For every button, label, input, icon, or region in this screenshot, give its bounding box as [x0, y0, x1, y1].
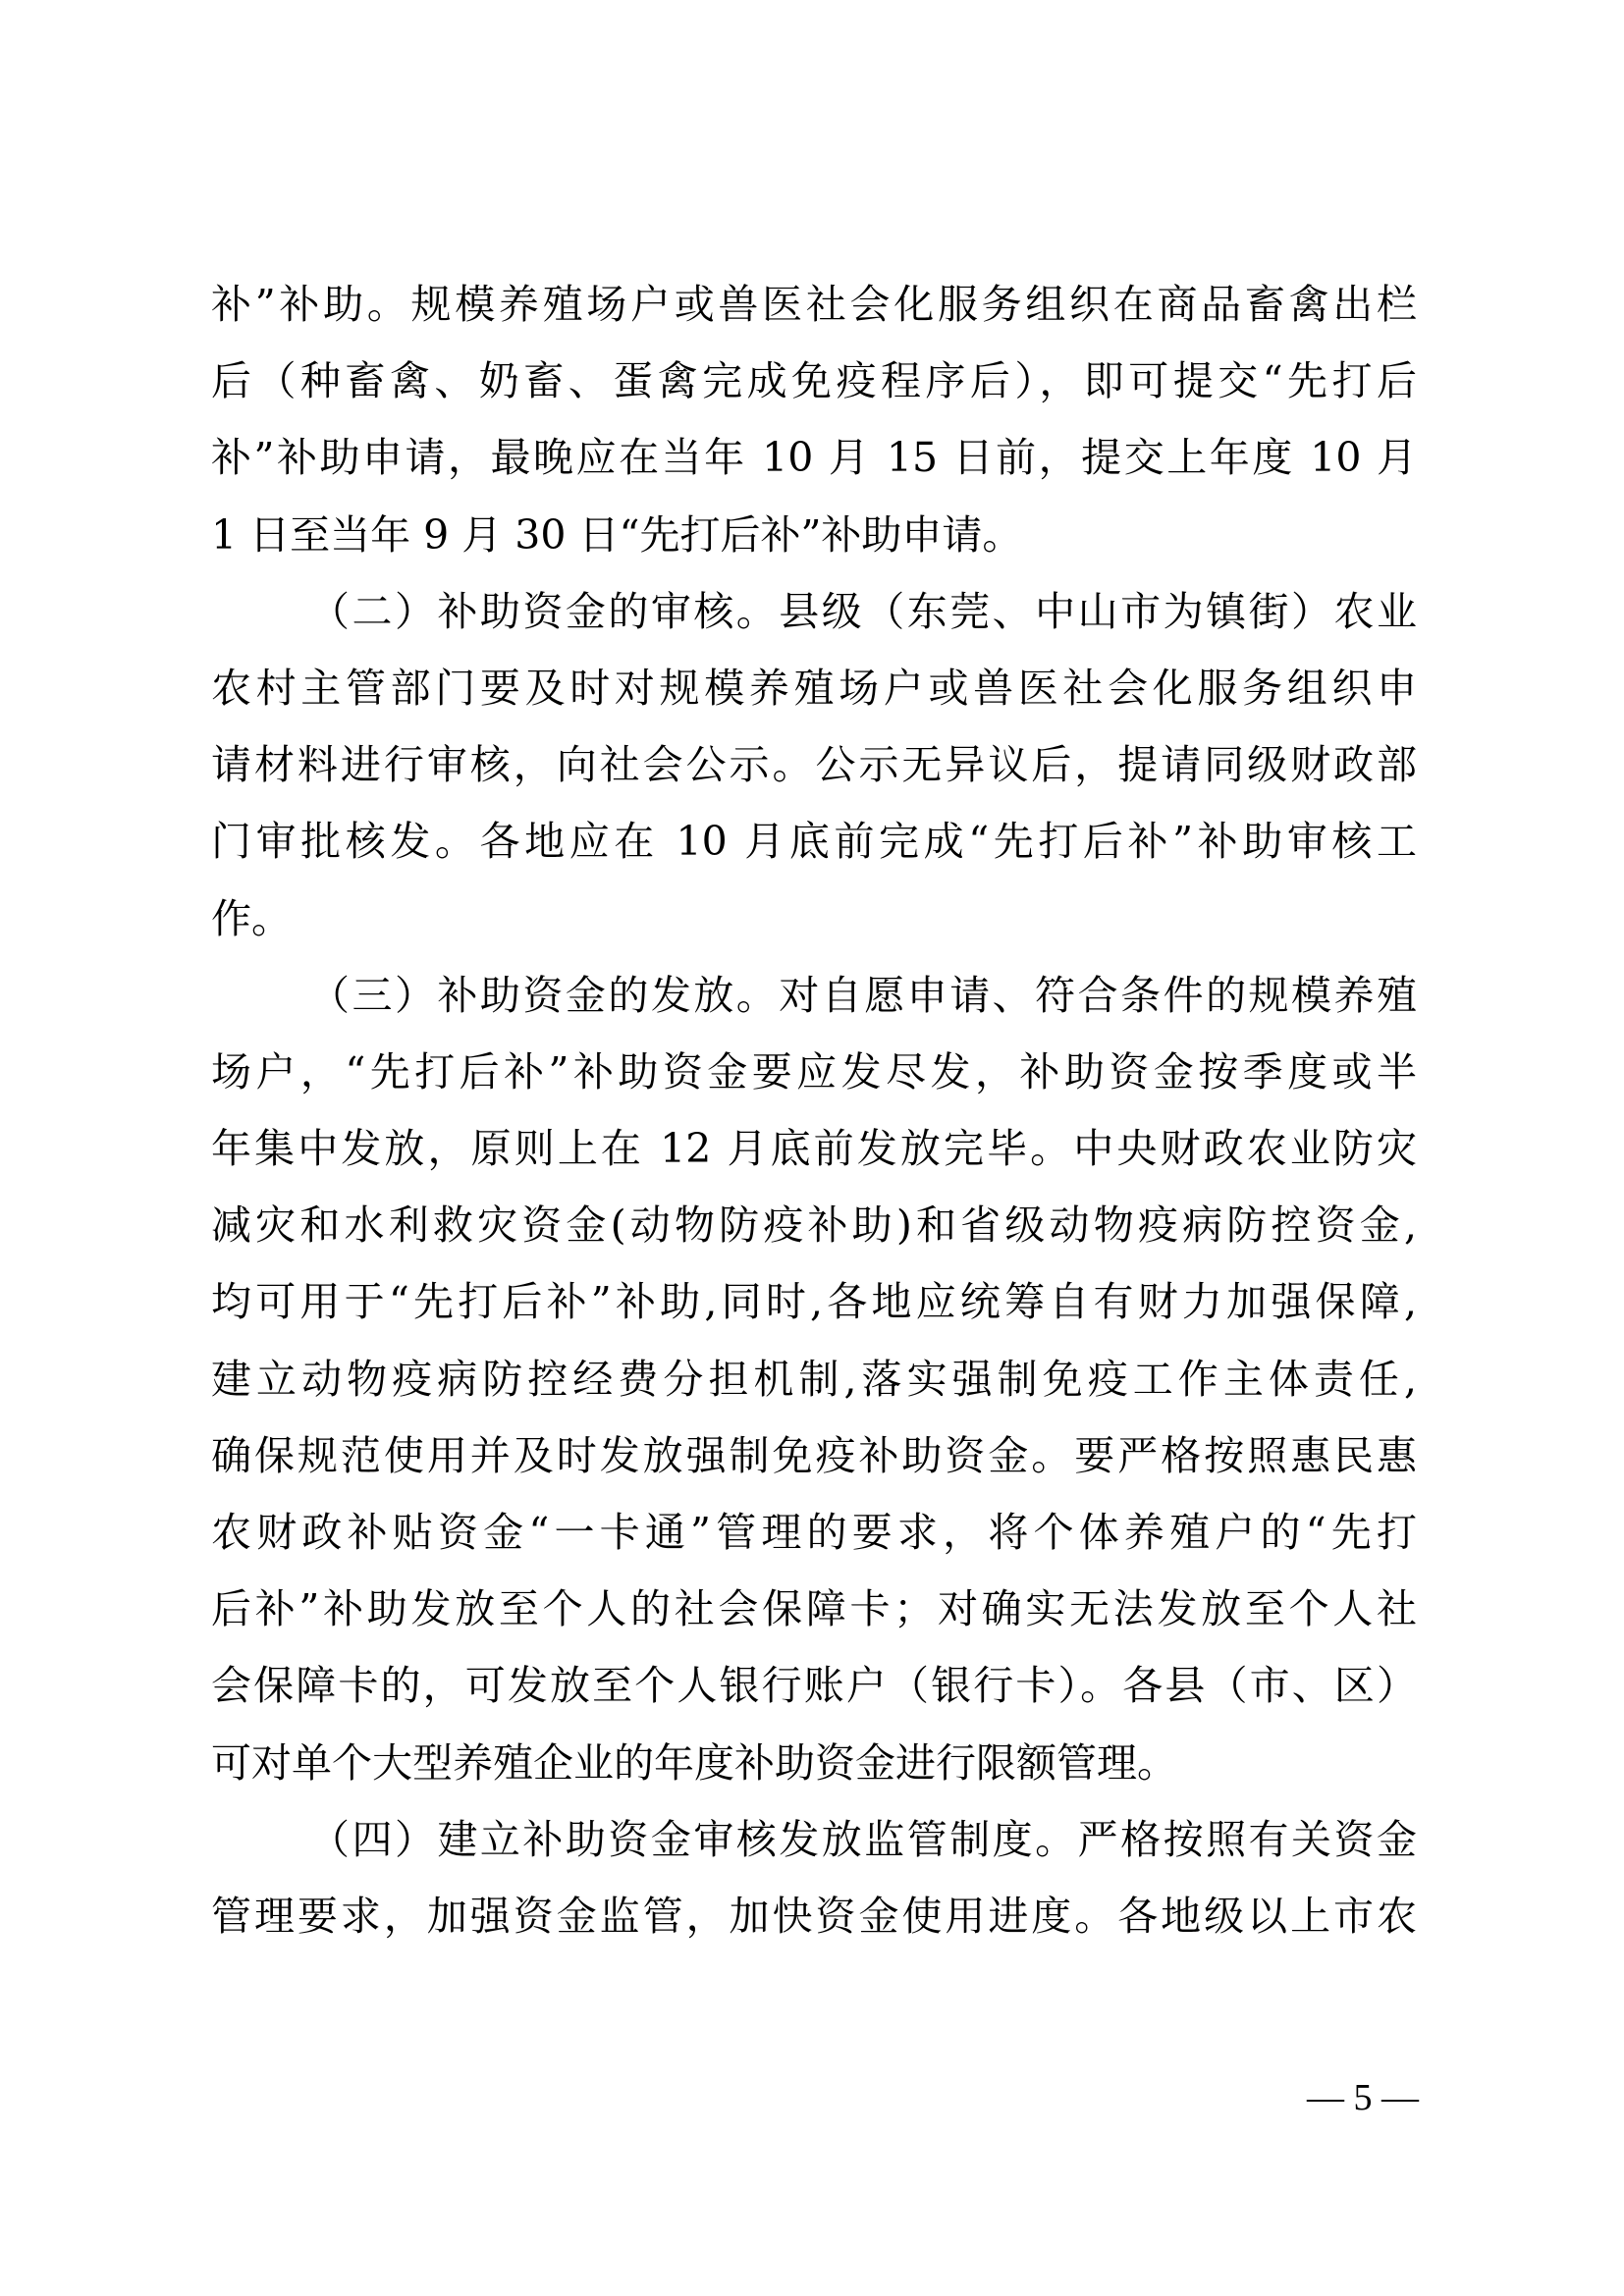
document-body [211, 273, 1417, 1961]
text-line: 农财政补贴资金“一卡通”管理的要求，将个体养殖户的“先打 [211, 1509, 1417, 1556]
text-line: 建立动物疫病防控经费分担机制,落实强制免疫工作主体责任, [211, 1355, 1417, 1403]
text-line: 后补”补助发放至个人的社会保障卡；对确实无法发放至个人社 [211, 1585, 1417, 1633]
text-line: 1 日至当年 9 月 30 日“先打后补”补助申请。 [211, 510, 1023, 559]
text-line: 管理要求，加强资金监管，加快资金使用进度。各地级以上市农 [211, 1892, 1417, 1940]
text-line: 年集中发放，原则上在 12 月底前发放完毕。中央财政农业防灾 [211, 1125, 1417, 1173]
paragraph-section-3-fund-disbursement [211, 964, 1417, 1808]
text-line: 农村主管部门要及时对规模养殖场户或兽医社会化服务组织申 [211, 664, 1417, 712]
section-heading-line: （二）补助资金的审核。县级（东莞、中山市为镇街）农业 [309, 587, 1417, 635]
section-heading-line: （四）建立补助资金审核发放监管制度。严格按照有关资金 [309, 1815, 1417, 1863]
paragraph-continuation [211, 273, 1417, 580]
page-number: — 5 — [1307, 2077, 1419, 2118]
text-line: 请材料进行审核，向社会公示。公示无异议后，提请同级财政部 [211, 741, 1417, 789]
text-line: 作。 [211, 894, 292, 942]
text-line: 场户，“先打后补”补助资金要应发尽发，补助资金按季度或半 [211, 1047, 1417, 1095]
text-line: 均可用于“先打后补”补助,同时,各地应统筹自有财力加强保障, [211, 1278, 1417, 1326]
text-line: 补”补助申请，最晚应在当年 10 月 15 日前，提交上年度 10 月 [211, 434, 1417, 482]
paragraph-section-2-fund-review [211, 580, 1417, 964]
text-line: 减灾和水利救灾资金(动物防疫补助)和省级动物疫病防控资金, [211, 1201, 1417, 1250]
section-heading-line: （三）补助资金的发放。对自愿申请、符合条件的规模养殖 [309, 971, 1417, 1019]
paragraph-section-4-supervision [211, 1808, 1417, 1961]
text-line: 确保规范使用并及时发放强制免疫补助资金。要严格按照惠民惠 [211, 1431, 1417, 1479]
text-line: 可对单个大型养殖企业的年度补助资金进行限额管理。 [211, 1738, 1177, 1787]
text-line: 后（种畜禽、奶畜、蛋禽完成免疫程序后），即可提交“先打后 [211, 357, 1417, 405]
text-line: 补”补助。规模养殖场户或兽医社会化服务组织在商品畜禽出栏 [211, 281, 1417, 328]
text-line: 门审批核发。各地应在 10 月底前完成“先打后补”补助审核工 [211, 818, 1417, 866]
text-line: 会保障卡的，可发放至个人银行账户（银行卡）。各县（市、区） [211, 1662, 1417, 1710]
